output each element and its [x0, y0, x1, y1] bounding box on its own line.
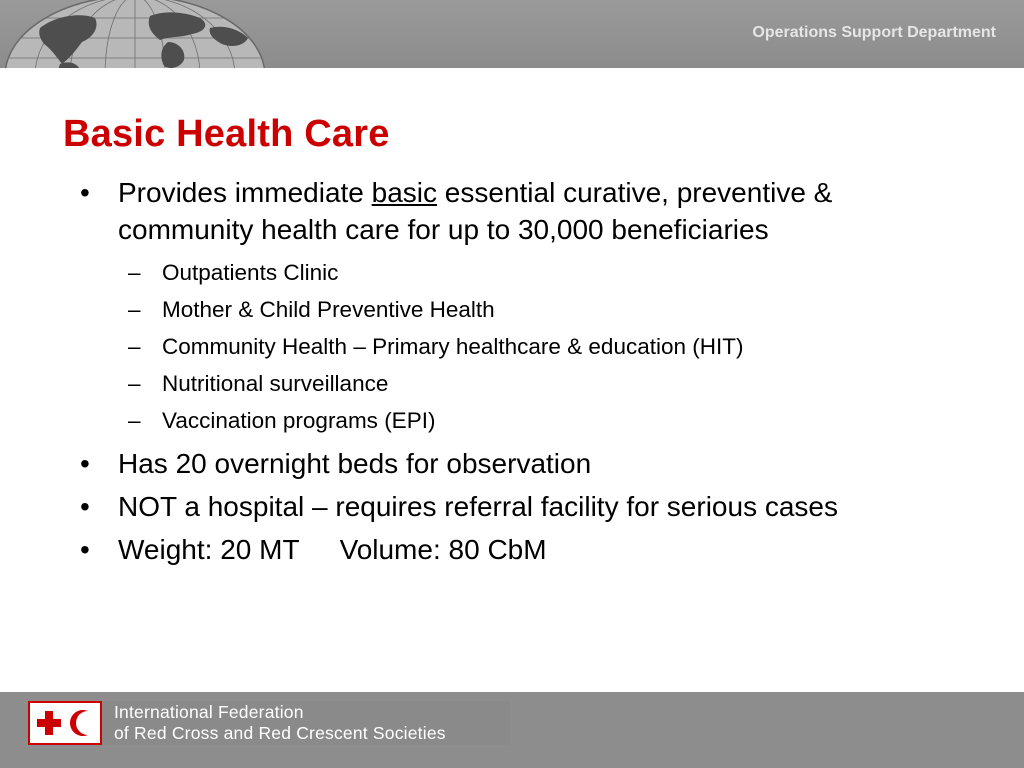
bullet-marker: •	[80, 177, 90, 208]
bullet-text: NOT a hospital – requires referral facility for serious cases	[118, 491, 838, 522]
header-band	[0, 0, 1024, 68]
red-cross-red-crescent-logo-icon	[28, 701, 102, 745]
slide-title: Basic Health Care	[63, 113, 390, 155]
bullet-text-pre: Provides immediate	[118, 177, 372, 208]
bullet-text: Has 20 overnight beds for observation	[118, 448, 592, 479]
sub-bullet-marker: –	[128, 408, 141, 433]
footer-band	[0, 692, 1024, 768]
bullet-item	[80, 174, 960, 248]
bullet-marker: •	[80, 491, 90, 522]
sub-bullet-item	[80, 291, 960, 328]
bullet-marker: •	[80, 534, 90, 565]
sub-bullet-text: Outpatients Clinic	[162, 260, 339, 285]
weight-text: Weight: 20 MT	[118, 534, 300, 565]
sub-bullet-text: Nutritional surveillance	[162, 371, 389, 396]
bullet-text-underlined: basic	[371, 177, 438, 208]
world-map-globe-icon	[0, 0, 270, 68]
sub-bullet-text: Vaccination programs (EPI)	[162, 408, 436, 433]
sub-bullet-marker: –	[128, 371, 141, 396]
org-name	[114, 702, 446, 744]
sub-bullet-text: Community Health – Primary healthcare & education (HIT)	[162, 334, 744, 359]
org-name-line1: International Federation	[114, 702, 304, 722]
org-banner	[28, 701, 510, 745]
sub-bullet-item	[80, 402, 960, 439]
bullet-item	[80, 445, 960, 482]
sub-bullet-marker: –	[128, 297, 141, 322]
sub-bullet-marker: –	[128, 334, 141, 359]
sub-bullet-text: Mother & Child Preventive Health	[162, 297, 495, 322]
sub-bullet-marker: –	[128, 260, 141, 285]
org-name-line2: of Red Cross and Red Crescent Societies	[114, 723, 446, 743]
sub-bullet-item	[80, 365, 960, 402]
sub-bullet-item	[80, 254, 960, 291]
bullet-item	[80, 488, 960, 525]
sub-bullet-item	[80, 328, 960, 365]
bullet-marker: •	[80, 448, 90, 479]
bullet-item	[80, 531, 960, 568]
slide-content	[80, 174, 960, 574]
department-label: Operations Support Department	[752, 24, 996, 41]
volume-text: Volume: 80 CbM	[339, 534, 547, 565]
bullet-text-post: essential curative, preventive & community health care for up to 30,000 beneficiaries	[118, 177, 833, 245]
